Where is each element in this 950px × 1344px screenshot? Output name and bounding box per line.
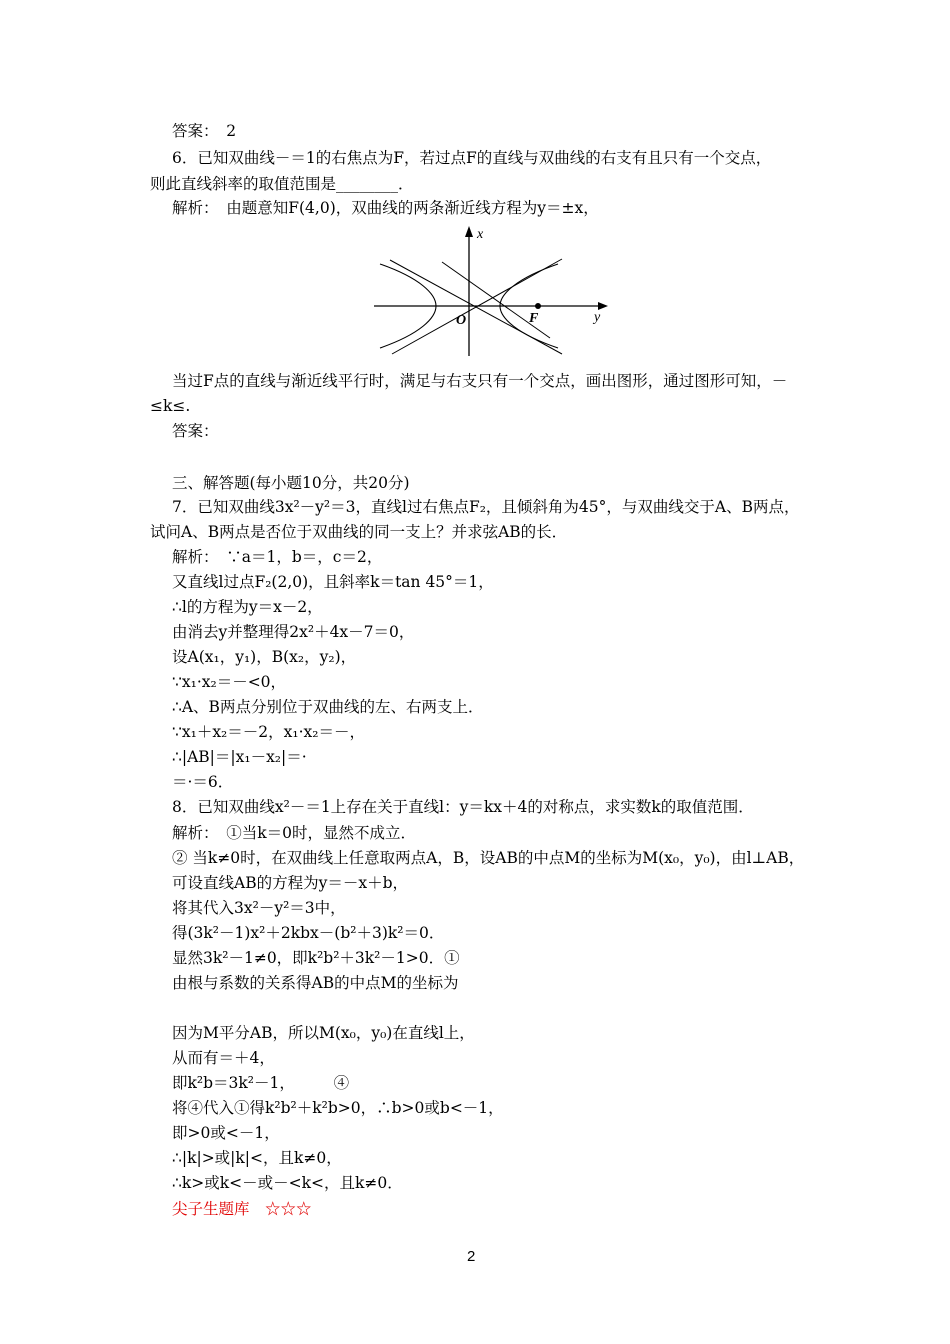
q6-text-2: ≤k≤. (150, 397, 191, 415)
q8-line-1: 8．已知双曲线x²－＝1上存在关于直线l：y＝kx＋4的对称点，求实数k的取值范围． (172, 798, 754, 816)
q6-line-1: 6．已知双曲线－＝1的右焦点为F，若过点F的直线与双曲线的右支有且只有一个交点， (172, 149, 772, 167)
q6-answer: 答案： (172, 422, 219, 440)
q7-step: 解析： ∵a＝1，b＝，c＝2， (172, 548, 383, 566)
q6-text-1: 当过F点的直线与渐近线平行时，满足与右支只有一个交点，画出图形，通过图形可知，－ (172, 372, 788, 390)
q7-step: ∴|AB|＝|x₁－x₂|＝· (172, 748, 307, 766)
q7-step: ∵x₁·x₂＝－<0， (172, 673, 287, 691)
q8-step: 将其代入3x²－y²＝3中， (172, 899, 346, 917)
q8-step: 即k²b＝3k²－1， ④ (172, 1074, 350, 1092)
q8-step: ∴k>或k<－或－<k<，且k≠0． (172, 1174, 403, 1192)
q8-step: ② 当k≠0时，在双曲线上任意取两点A，B，设AB的中点M的坐标为M(x₀，y₀)，由l⊥AB， (172, 849, 805, 867)
focus-label: F (529, 311, 539, 326)
q7-step: 又直线l过点F₂(2,0)，且斜率k＝tan 45°＝1， (172, 573, 494, 591)
q6-analysis: 解析： 由题意知F(4,0)，双曲线的两条渐近线方程为y＝±x， (172, 199, 599, 217)
q8-step: 可设直线AB的方程为y＝－x＋b， (172, 874, 409, 892)
q7-step: 由消去y并整理得2x²＋4x－7＝0， (172, 623, 415, 641)
q6-line-2: 则此直线斜率的取值范围是________． (150, 175, 414, 193)
q7-step: ∴A、B两点分别位于双曲线的左、右两支上． (172, 698, 484, 716)
q8-step: 因为M平分AB，所以M(x₀，y₀)在直线l上， (172, 1024, 475, 1042)
q7-line-2: 试问A、B两点是否位于双曲线的同一支上？并求弦AB的长． (150, 523, 568, 541)
q8-step: 将④代入①得k²b²＋k²b>0，∴b>0或b<－1， (172, 1099, 504, 1117)
q8-step: ∴|k|>或|k|<，且k≠0， (172, 1149, 342, 1167)
q8-step: 得(3k²－1)x²＋2kbx－(b²＋3)k²＝0． (172, 924, 445, 942)
q8-step: 显然3k²－1≠0，即k²b²＋3k²－1>0．① (172, 949, 460, 967)
y-axis-label: y (594, 310, 601, 325)
section-3-heading: 三、解答题(每小题10分，共20分) (172, 474, 410, 492)
q7-line-1: 7．已知双曲线3x²－y²＝3，直线l过右焦点F₂，且倾斜角为45°，与双曲线交于A、B两点， (172, 498, 800, 516)
footer-red-label: 尖子生题库 ☆☆☆ (172, 1200, 312, 1218)
q7-step: 设A(x₁，y₁)，B(x₂，y₂)， (172, 648, 357, 666)
x-axis-label: x (477, 227, 484, 242)
top-answer: 答案： 2 (172, 122, 237, 140)
q7-step: ＝·＝6． (172, 773, 234, 791)
q7-step: ∴l的方程为y＝x－2， (172, 598, 323, 616)
q7-step: ∵x₁＋x₂＝－2，x₁·x₂＝－， (172, 723, 365, 741)
q8-step: 由根与系数的关系得AB的中点M的坐标为 (172, 974, 459, 992)
origin-label: O (456, 313, 467, 328)
page-number: 2 (467, 1248, 476, 1265)
hyperbola-figure (372, 222, 612, 358)
q8-step: 解析： ①当k＝0时，显然不成立． (172, 824, 417, 842)
q8-step: 从而有＝＋4， (172, 1049, 275, 1067)
q8-step: 即>0或<－1， (172, 1124, 280, 1142)
